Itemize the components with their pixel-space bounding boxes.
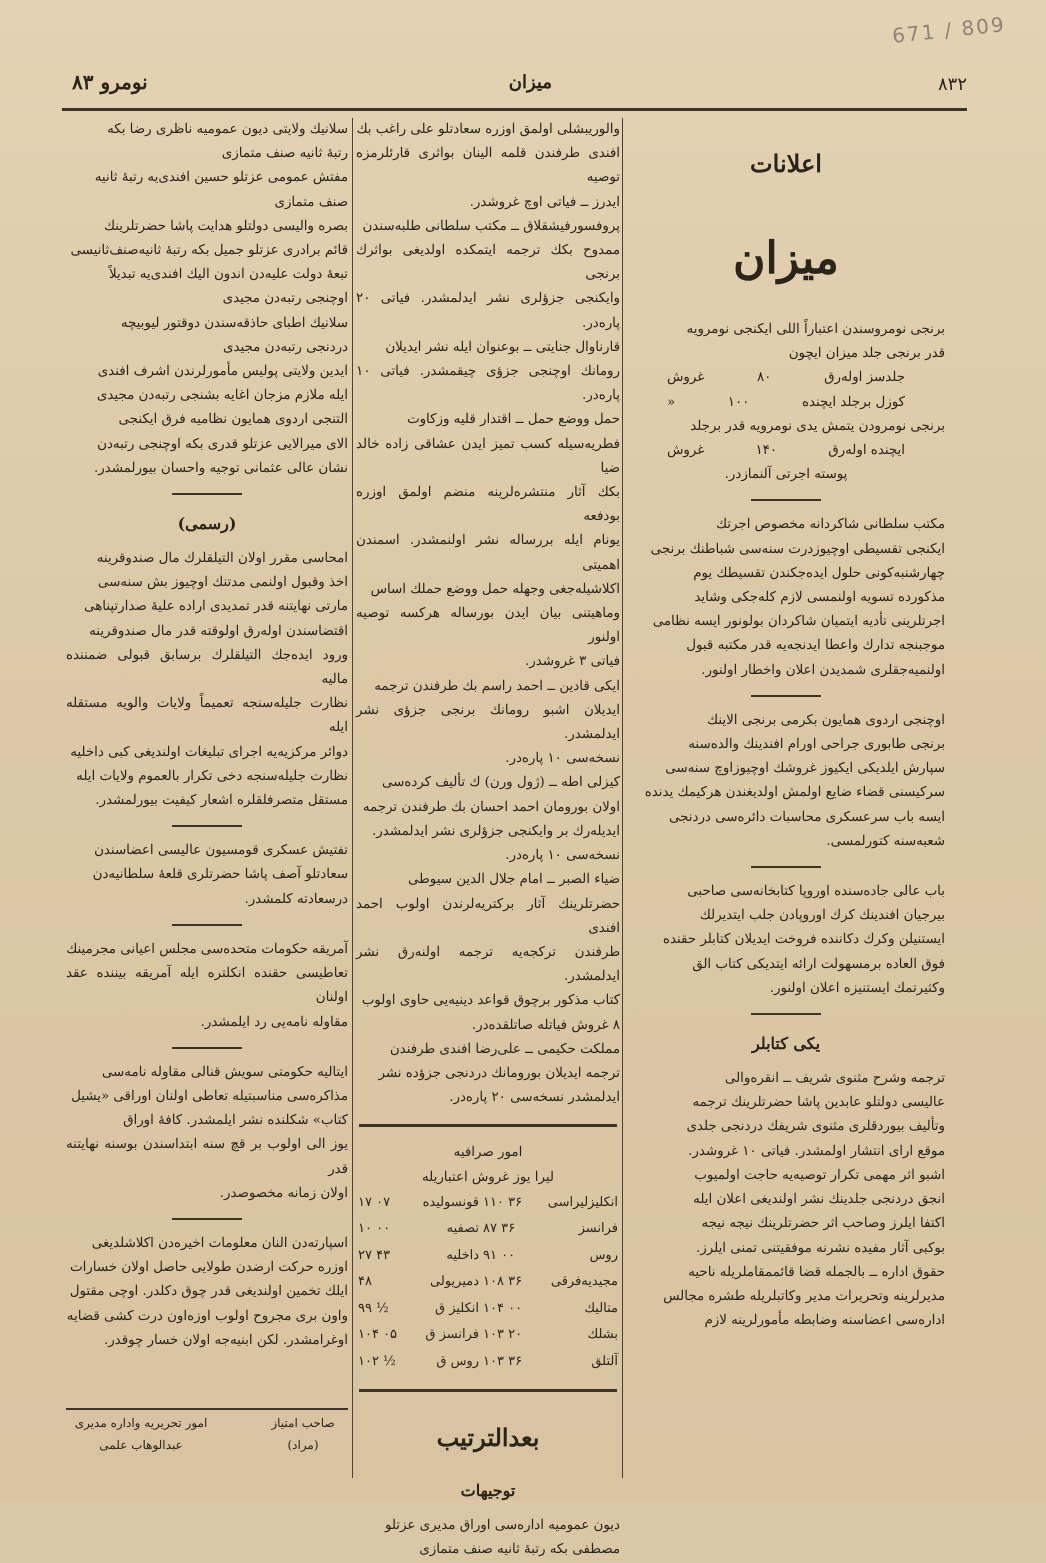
exchange-value: ۴۸ [358,1274,372,1290]
subscription-line: قدر برنجی جلد میزان ایچون [788,346,945,362]
baad-title: بعدالترتیب [436,1423,540,1453]
news-item: آمریقه حکومات متحده‌سی مجلس اعیانی مجرمینك تعاطیسی حقنده انکلتره ایله آمریقه بیننده عقد اولنان مقاوله نامه‌یی رد ایلمشدر. [66,941,348,1030]
new-books-title: یکی کتابلر [751,1034,821,1054]
price-row: جلدسز اوله‌رق ۸۰ غروش [667,370,905,386]
news-item: ایتالیه حکومتی سویش قنالی مقاوله نامه‌سی مذاکره‌سی مناسبتیله تعاطی اولنان اوراقی «یشیل کتاب» شکلنده نشر ایلمشدر. کافهٔ اوراق یوز الی اولوب بر قچ سنه ابتداسندن بوسنه نهایتنه قدر اولان زمانه مخصوصدر. [66,1064,348,1201]
exchange-label: داخلیه [446,1247,480,1263]
exchange-value: ۸۷ ۳۶ [483,1221,516,1237]
exchange-label: فرانسز ق [425,1327,480,1343]
book-ad: کیزلی اطه ــ (ژول ورن) ك تألیف کرده‌سی اولان بورومان احمد احسان بك طرفندن ترجمه ایدیله‌رك بر وایکنجی جزؤلری نشر ایدلمشدر. نسخه‌سی ۱۰ پاره‌در. [362,775,620,864]
exchange-label: انکلیزلیراسی [547,1194,618,1210]
exchange-label: روس [589,1247,618,1263]
divider [172,825,242,827]
price-row: ایچنده اوله‌رق ۱۴۰ غروش [667,443,905,459]
page-number: ۸۳۲ [937,74,967,95]
exchange-label: بشلك [587,1327,618,1343]
divider [359,1124,617,1127]
divider [751,1013,821,1015]
divider [751,866,821,868]
editor-label: امور تحریریه واداره مدیری [74,1416,208,1430]
subscription-line: برنجی نومرودن یتمش یدی نومرویه قدر برجلد [690,418,945,434]
masthead [72,70,967,110]
exchange-row [356,1216,620,1243]
news-item: اسپارته‌دن النان معلومات اخیره‌دن اکلاشلدیغی اوزره حرکت ارضدن طولایی حاصل اولان خسارات ایلك تخمین اولندیغی قدر چوق دکلدر. اوچی مقتول واون بری مجروح اولوب اوزه‌اون درت کشی قضایه اوغرامشدر. لکن ابنیه‌جه اولان خسار چوقدر. [66,1235,348,1348]
tawjihat-title: توجیهات [460,1481,516,1501]
divider [172,1218,242,1220]
exchange-label: تصفیه [446,1221,480,1237]
editor-name: عبدالوهاب علمی [99,1438,183,1452]
exchange-value: ۱۰ ۰۰ [358,1221,391,1237]
issue-number: نومرو ۸۳ [72,70,148,94]
book-ad: ایکی قادین ــ احمد راسم بك طرفندن ترجمه ایدیلان اشبو رومانك برنجی جزؤی نشر ایدلمشدر. نسخه‌سی ۱۰ پاره‌در. [356,678,620,767]
exchange-value: ۹۹ ½ [358,1300,389,1316]
book-ad: پروفسورفیشقلاق ــ مکتب سلطانی طلبه‌سندن ممدوح بکك ترجمه ایتمکده اولدیغی بواثرك برنجی وایکنجی جزؤلری نشر ایدلمشدر. فیاتی ۲۰ پاره‌در. [356,218,620,331]
exchange-row [356,1190,620,1217]
exchange-row [356,1243,620,1270]
owner-label: صاحب امتیاز [271,1416,335,1430]
exchange-label: فرانسز [578,1221,618,1237]
notice-lost-receipt: اوچنجی اردوی همایون بکرمی برنجی الاینك برنجی طابوری جراحی اورام افندینك والده‌سنه سپارش ایلدیکی ایکیوز غروشك اوچیوزاوچ سنه‌سی سرکیسنی قضاء ضایع اولمش اولدیغندن هرکیمك یدنده ایسه باب سرعسکری محاسبات دائره‌سی دردنجی شعبه‌سنه کتورلمسی. [644,712,945,849]
book-ad: والوریبشلی اولمق اوزره سعادتلو علی راغب بك افندی طرفندن قلمه الینان بواثری قارئلرمزه توصیه ایدرز ــ فیاتی اوچ غروشدر. [356,122,620,210]
divider [751,499,821,501]
postage-note: پوسته اجرتی آلنمازدر. [724,467,848,483]
divider [751,695,821,697]
exchange-label: مجیدیه‌فرقی [550,1274,618,1290]
tawjihat-text: دیون عمومیه اداره‌سی اوراق مدیری عزتلو [384,1518,620,1534]
exchange-value: ۲۷ ۴۳ [358,1247,391,1263]
price-row: کوزل برجلد ایچنده ۱۰۰ « [667,394,905,410]
new-books-text: ترجمه وشرح مثنوی شریف ــ انقره‌والی عالیسی دولتلو عابدین پاشا حضرتلرینك ترجمه وتألیف بیوردقلری مثنوی شریفك دردنجی جلدی موقع ارای انتشار اولمشدر. فیاتی ۱۰ غروشدر. اشبو اثر مهمی تکرار توصیه‌یه حاجت اولمیوب انجق دردنجی جلدینك نشر اولندیغی اعلان ایله اکتفا ایلرز وصاحب اثر حضرتلرینك نیجه نیجه بوکبی آثار مفیده نشرنه موفقیتنی تمنی ایلرز. [686,1071,945,1256]
notice-school-fees: مکتب سلطانی شاکردانه مخصوص اجرتك ایکنجی تقسیطی اوچیوزدرت سنه‌سی شباطنك برنجی چهارشنبه‌کونی حلول ایده‌جکندن تقسیطك یوم مذکورده تسویه اولنمسی لازم کله‌جکی وشاید اجرتلرینی تأدیه ایتمیان شاکردان بولونور ایسه نظامی موجبنجه تدارك واعطا ایدنجه‌یه قدر مکتبه قبول اولنمیه‌جقلری شمدیدن اعلان واخطار اولنور. [650,517,945,678]
exchange-title: امور صرافیه [453,1145,523,1161]
exchange-value: ۱۷ ۰۷ [358,1194,391,1210]
divider [172,1047,242,1049]
exchange-value: ۱۱۰ ۳۶ [483,1194,523,1210]
exchange-value: ۱۰۳ ۲۰ [483,1327,523,1343]
resmi-text: امحاسی مقرر اولان التیلقلرك مال صندوقرینه اخذ وقبول اولنمی مدتنك اوچیوز بش سنه‌سی مارتی نهایتنه قدر تمدیدی اراده علیهٔ صدارتپناهی اقتضاسندن اوله‌رق اولوقته قدر مال صندوقرینه ورود ایده‌جك التیلقلرك برسابق قبولی ضمننده مالیه نظارت جلیله‌سنجه تعمیماً ولایات والویه مستقله ایله دوائر مرکزیه‌یه اجرای تبلیغات اولندیغی کبی داخلیه نظارت جلیله‌سنجه دخی تکرار بالعموم ولایات ایله مستقل متصرفلقلره اشعار کیفیت بیورلمشدر. [66,551,348,809]
exchange-label: دمیریولی [430,1274,480,1290]
pencil-annotation: 671 / 809 [891,12,1007,48]
exchange-label: متالیك [584,1300,618,1316]
ads-title: اعلانات [750,149,822,178]
paper-name: میزان [508,72,552,93]
exchange-row [356,1269,620,1296]
book-ad: حمل ووضع حمل ــ اقتدار قلیه وزکاوت فطریه‌سیله کسب تمیز ایدن عشاقی زاده خالد ضیا بکك آثار منتشره‌لرینه منضم اولمق اوزره بودفعه یونام ایله بررساله نشر اولنمشدر. اسمندن اهمیتی اکلاشیله‌جغی وجهله حمل ووضع حملك اساس وماهیتنی بیان ایدن بورساله هرکسه توصیه اولنور فیاتی ۳ غروشدر. [356,412,620,670]
exchange-row [356,1349,620,1376]
exchange-label: قونسولیده [422,1194,480,1210]
exchange-value: ۱۰۴ ۰۵ [358,1327,398,1343]
right-column [627,118,945,1468]
exchange-table [356,1190,620,1376]
appointments-text: سلانیك ولایتی دیون عمومیه ناظری رضا بکه رتبهٔ ثانیه صنف متمازی مفتش عمومی عزتلو حسین افندی‌یه رتبهٔ ثانیه صنف متمازی بصره والیسی دولتلو هدایت پاشا حضرتلرینك قائم برادری عزتلو جمیل بکه رتبهٔ ثانیه‌صنف‌ثانیسی تبعهٔ دولت علیه‌دن اندون الیك افندی‌یه تبدیلاً اوچنجی رتبه‌دن مجیدی سلانیك اطبای حاذقه‌سندن دوقتور لیوبیچه دردنجی رتبه‌دن مجیدی ایدین ولایتی پولیس مأمورلرندن اشرف افندی ایله ملازم مزجان اغایه بشنجی رتبه‌دن مجیدی التنجی اردوی همایون نظامیه فرق ایکنجی الای میرالایی عزتلو قدری بکه اوچنجی رتبه‌دن نشان عالی عثمانی توجیه واحسان بیورلمشدر. [70,122,348,476]
divider [359,1389,617,1392]
paper-title: میزان [733,233,839,284]
notice-bookshop: باب عالی جاده‌سنده اوروپا کتابخانه‌سی صاحبی بیرجیان افندینك کرك اوروپادن جلب ایتدیرلك ایستنیلن وکرك دکاننده فروخت ایدیلان کتابلر حقنده فوق العاده برمسهولت ارائه ایتدیکی کتاب الق وکثیرتمك ایستنیزه اعلان اولنور. [662,884,945,996]
exchange-value: ۹۱ ۰۰ [483,1247,516,1263]
exchange-value: ۱۰۲ ½ [358,1353,396,1369]
byline-rule [66,1408,348,1410]
divider [172,493,242,495]
book-ad: مملکت حکیمی ــ علی‌رضا افندی طرفندن ترجمه ایدیلان بورومانك دردنجی جزؤده نشر ایدلمشدر نسخه‌سی ۲۰ پاره‌در. [378,1041,620,1106]
exchange-subtitle: لیرا یوز غروش اعتباریله [422,1169,554,1185]
owner-block [258,1412,348,1456]
left-column [66,118,348,1468]
editor-block [66,1412,216,1456]
subscription-line: برنجی نومروسندن اعتباراً اللی ایکنجی نومرویه [686,322,945,337]
exchange-row [356,1322,620,1349]
tawjihat-text: مصطفی بکه رتبهٔ ثانیه صنف متمازی [419,1542,620,1558]
exchange-label: انکلیز ق [434,1300,480,1316]
masthead-rule [62,108,967,111]
middle-column [356,118,620,1558]
huquq-idare-text: حقوق اداره ــ بالجمله قضا قائممقاملریله ناحیه مدیرلرینه وتحریرات مدیر وکاتبلریله طشره مجالس اداره‌سی اعضاسنه وضابطه مأمورلرینه لازم [663,1264,945,1329]
owner-name: (مراد) [287,1438,319,1452]
exchange-value: ۱۰۳ ۳۶ [483,1353,523,1369]
book-ad: قارناوال جنایتی ــ بوعنوان ایله نشر ایدیلان رومانك اوچنجی جزؤی چیقمشدر. فیاتی ۱۰ پاره‌در. [356,339,620,404]
exchange-row [356,1296,620,1323]
exchange-label: روس ق [436,1353,480,1369]
exchange-label: آلتلق [591,1353,618,1369]
exchange-value: ۱۰۸ ۳۶ [483,1274,523,1290]
exchange-value: ۱۰۴ ۰۰ [483,1300,523,1316]
column-rule [622,118,623,1478]
divider [172,924,242,926]
resmi-title: (رسمی) [177,514,237,534]
book-ad: ضیاء الصبر ــ امام جلال الدین سیوطی حضرتلرینك آثار برکتریه‌لرندن اولوب احمد افندی طرفندن ترکجه‌یه ترجمه اولنه‌رق نشر ایدلمشدر. کتاب مذکور برچوق قواعد دینیه‌یی حاوی اولوب ۸ غروش فیاتله صاتلقده‌در. [356,872,620,1033]
news-item: تفتیش عسکری قومسیون عالیسی اعضاسندن سعادتلو آصف پاشا حضرتلری قلعهٔ سلطانیه‌دن درسعادته کلمشدر. [92,843,348,907]
column-rule [352,118,353,1478]
